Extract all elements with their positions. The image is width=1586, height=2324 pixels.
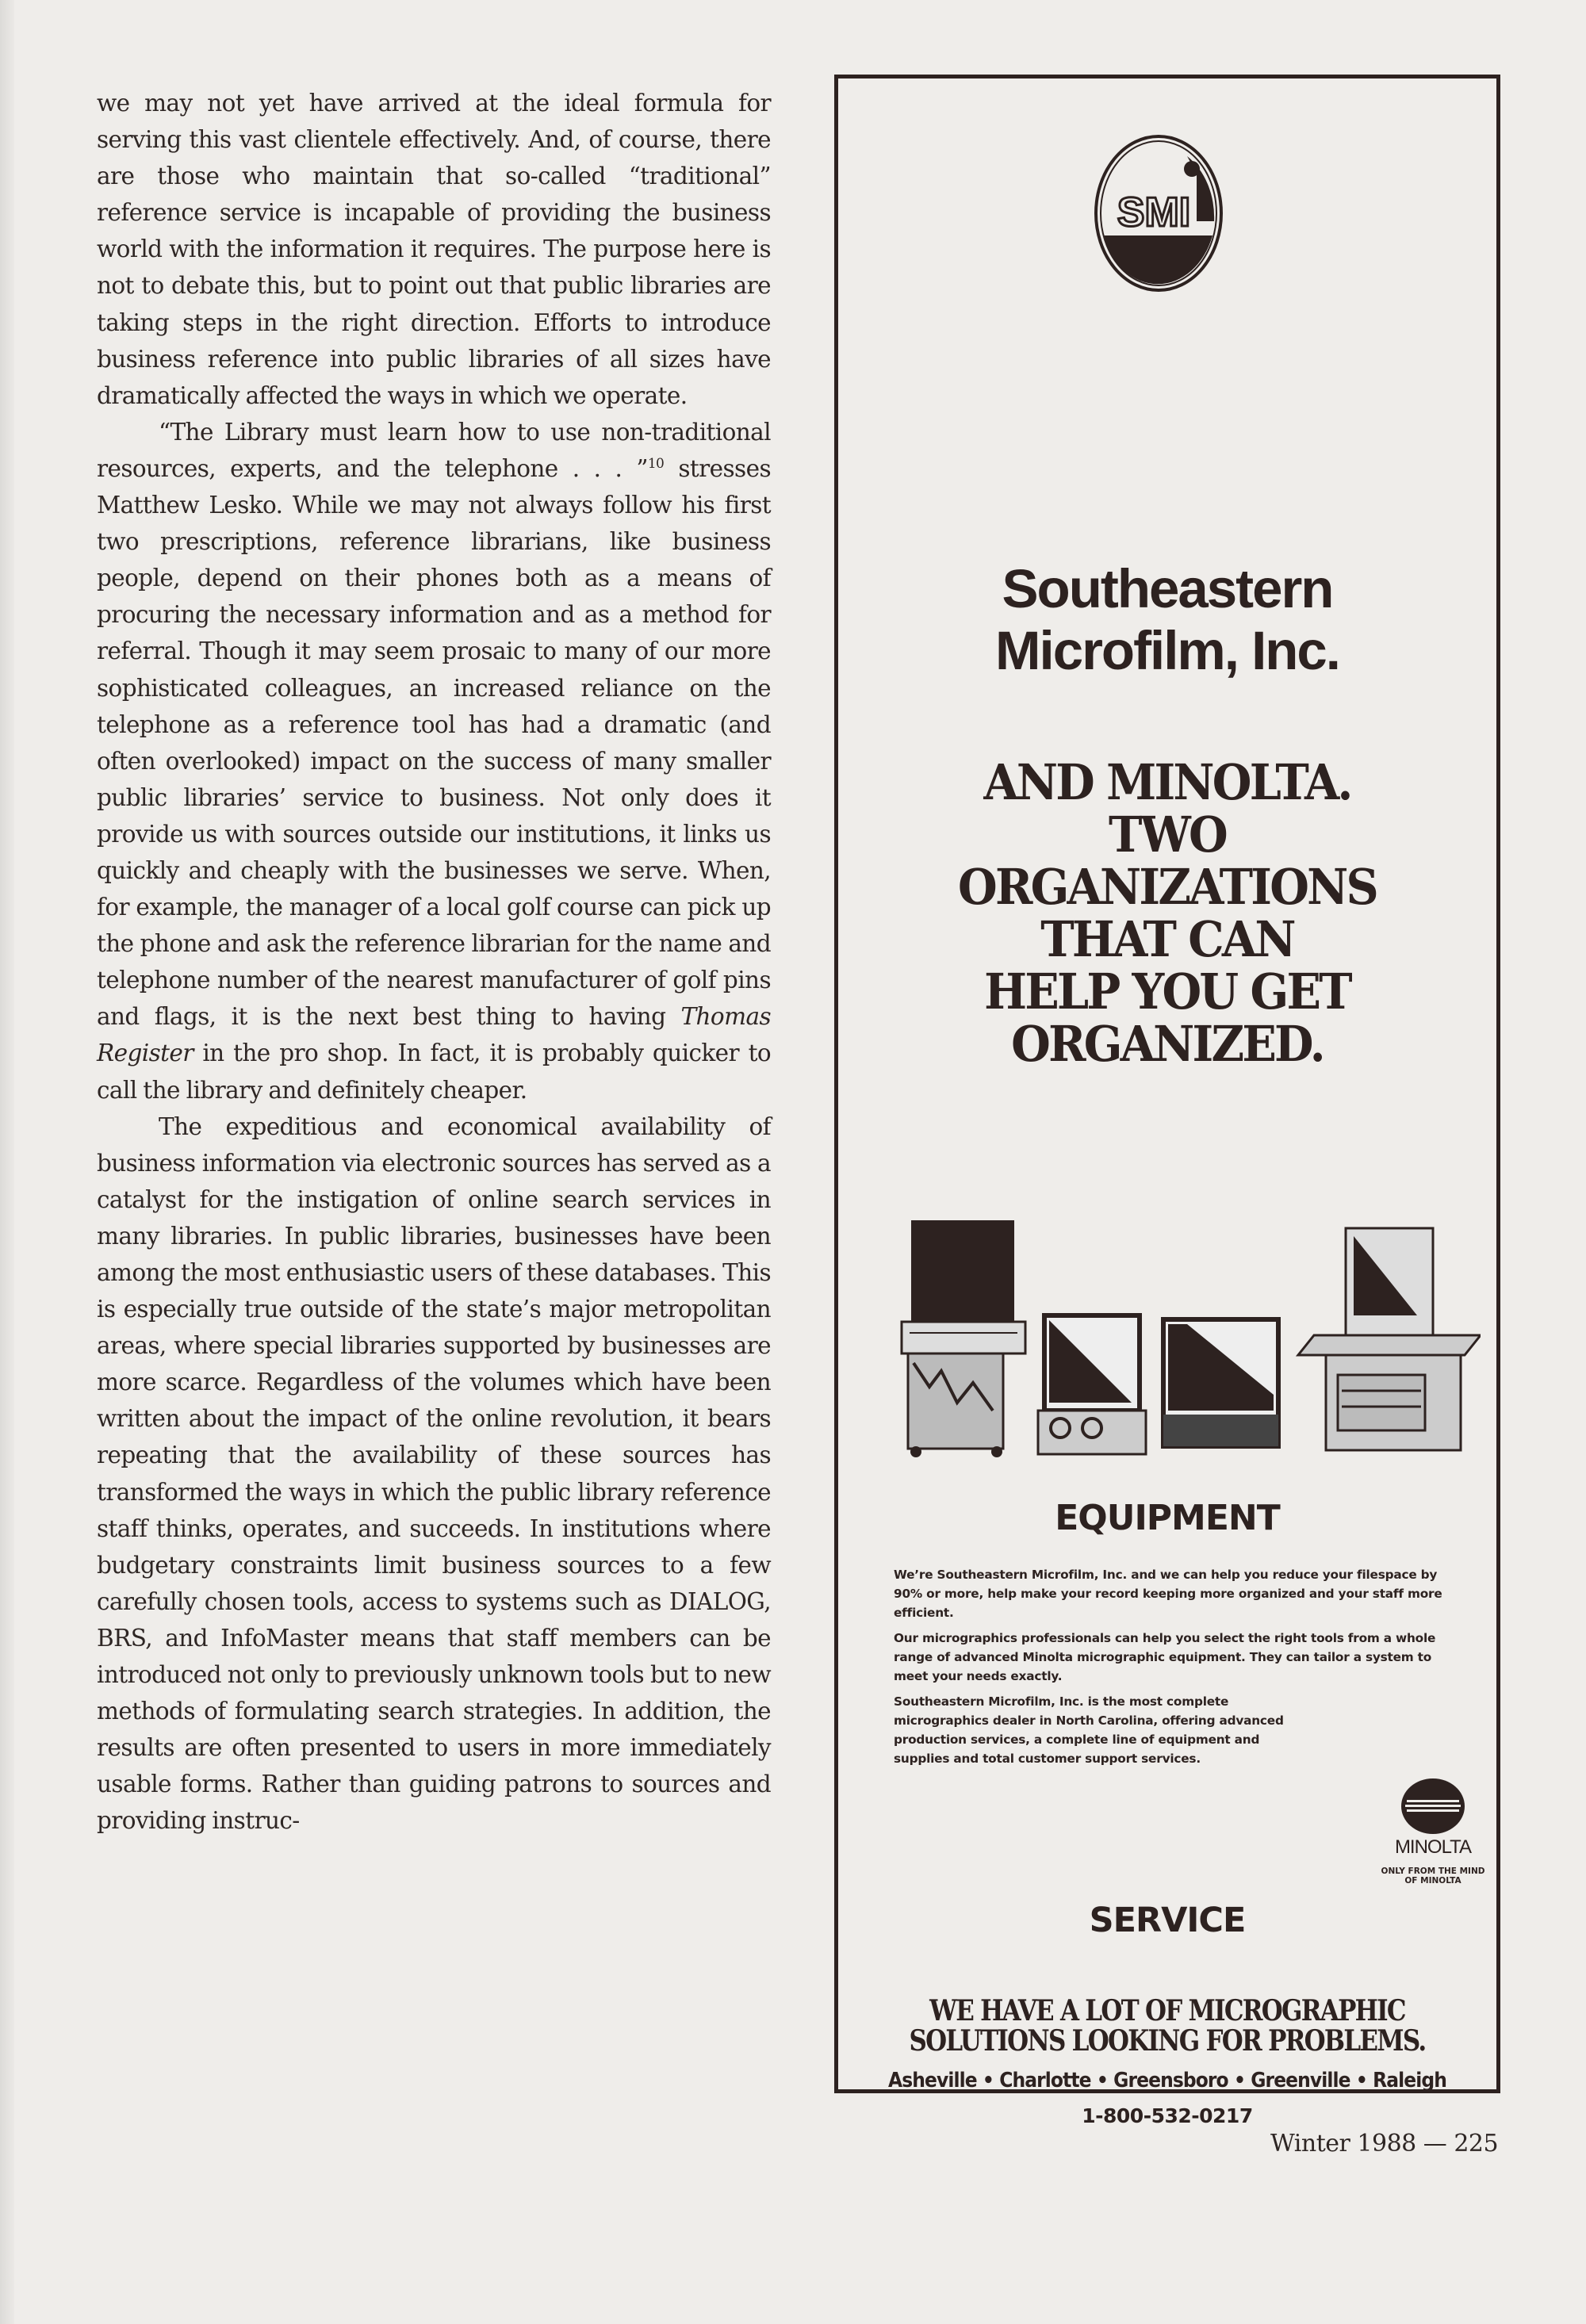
service-heading: SERVICE	[1089, 1901, 1246, 1940]
paragraph-1: we may not yet have arrived at the ideal formula for serving this vast clientele effectively. And, of course, there are those who maintain that so-called “traditional” reference service is incapable of providing the business world with the information it requires. The purpose here is not to debate this, but to point out that public libraries are taking steps in the right direction. Efforts to introduce business reference into public libraries of all sizes have dramatically affected the ways in which we operate.	[97, 90, 771, 409]
minolta-globe-icon	[1400, 1778, 1465, 1835]
page-binding-edge	[0, 0, 14, 2324]
headline-line: HELP YOU GET	[984, 963, 1350, 1020]
workstation-icon	[1298, 1228, 1481, 1450]
tagline-line-1: ONLY FROM THE MIND	[1381, 1866, 1485, 1876]
reader-printer-2-icon	[1038, 1315, 1146, 1454]
equipment-photo	[870, 1220, 1481, 1458]
paragraph-2-body: stresses Matthew Lesko. While we may not always follow his first two prescriptions, reference librarians, like business people, depend on their phones both as a means of procuring the necessary information and as a method for referral. Though it may seem prosaic to many of our more sophisticated colleagues, an increased reliance on the telephone as a reference tool has had a dramatic (and often overlooked) impact on the success of many smaller public libraries’ service to business. Not only does it provide us with sources outside our institutions, it links us quickly and cheaply with the businesses we serve. When, for example, the manager of a local golf course can pick up the phone and ask the reference librarian for the name and telephone number of the nearest manufacturer of golf pins and flags, it is the next best thing to having	[97, 454, 771, 1031]
ad-body-copy	[894, 1565, 1449, 1775]
reader-printer-3-icon	[1163, 1319, 1278, 1446]
phone-number: 1-800-532-0217	[1082, 2104, 1253, 2127]
tagline-line-2: OF MINOLTA	[1404, 1876, 1461, 1886]
paragraph-3: The expeditious and economical availability of business information via electronic sources has served as a catalyst for the instigation of online search services in many libraries. In public libraries, businesses have been among the most enthusiastic users of these databases. This is especially true outside of the state’s major metropolitan areas, where special libraries supported by businesses are more scarce. Regardless of the volumes which have been written about the impact of the online revolution, it bears repeating that the availability of these sources has transformed the ways in which the public library reference staff thinks, operates, and succeeds. In institutions where budgetary constraints limit business sources to a few carefully chosen tools, access to systems such as DIALOG, BRS, and InfoMaster means that staff members can be introduced not only to previously unknown tools but to new methods of formulating search strategies. In addition, the results are often presented to users in more immediately usable forms. Rather than guiding patrons to sources and providing instruc-	[97, 1112, 771, 1835]
headline-line: THAT CAN	[1040, 910, 1294, 968]
solutions-line-2: SOLUTIONS LOOKING FOR PROBLEMS.	[909, 2024, 1426, 2058]
smi-logo-icon	[1094, 134, 1224, 293]
page-folio: Winter 1988 — 225	[1270, 2130, 1499, 2157]
advertisement	[834, 75, 1500, 2127]
ad-headline	[864, 753, 1470, 1073]
headline-line: ORGANIZATIONS	[958, 858, 1377, 916]
office-locations: Asheville • Charlotte • Greensboro • Greenville • Raleigh	[888, 2069, 1446, 2092]
company-line-2: Microfilm, Inc.	[995, 620, 1339, 681]
reader-printer-1-icon	[902, 1220, 1025, 1457]
smi-logo-text: SMI	[1117, 190, 1191, 235]
footnote-marker: 10	[647, 455, 665, 472]
minolta-tagline	[1377, 1866, 1488, 1886]
paragraph-2-end: in the pro shop. In fact, it is probably quicker to call the library and definitely cheaper.	[97, 1039, 771, 1104]
minolta-logo	[1377, 1778, 1488, 1886]
solutions-tagline	[884, 1996, 1450, 2056]
headline-line: AND MINOLTA.	[983, 753, 1351, 811]
article-column	[97, 85, 771, 1840]
italic-title: Thomas Register	[97, 1003, 771, 1067]
ad-company-name	[838, 558, 1496, 682]
ad-body-paragraph: We’re Southeastern Microfilm, Inc. and we can help you reduce your filespace by 90% or more, help make your record keeping more organized and your staff more efficient.	[894, 1568, 1442, 1620]
equipment-heading: EQUIPMENT	[1055, 1498, 1280, 1538]
headline-line: TWO	[1109, 806, 1226, 863]
paragraph-2	[97, 414, 771, 1108]
ad-body-paragraph: Our micrographics professionals can help you select the right tools from a whole range of advanced Minolta micrographic equipment. They can tailor a system to meet your needs exactly.	[894, 1631, 1436, 1683]
headline-line: ORGANIZED.	[1011, 1015, 1324, 1073]
company-line-1: Southeastern	[1002, 558, 1333, 619]
ad-body-paragraph: Southeastern Microfilm, Inc. is the most complete micrographics dealer in North Carolina, offering advanced production services, a complete line of equipment and supplies and total customer support services.	[894, 1694, 1284, 1766]
paragraph-2-quote: “The Library must learn how to use non-traditional resources, experts, and the telephone . . . ”	[97, 418, 771, 482]
minolta-wordmark: MINOLTA	[1394, 1836, 1472, 1858]
solutions-line-1: WE HAVE A LOT OF MICROGRAPHIC	[929, 1994, 1405, 2027]
